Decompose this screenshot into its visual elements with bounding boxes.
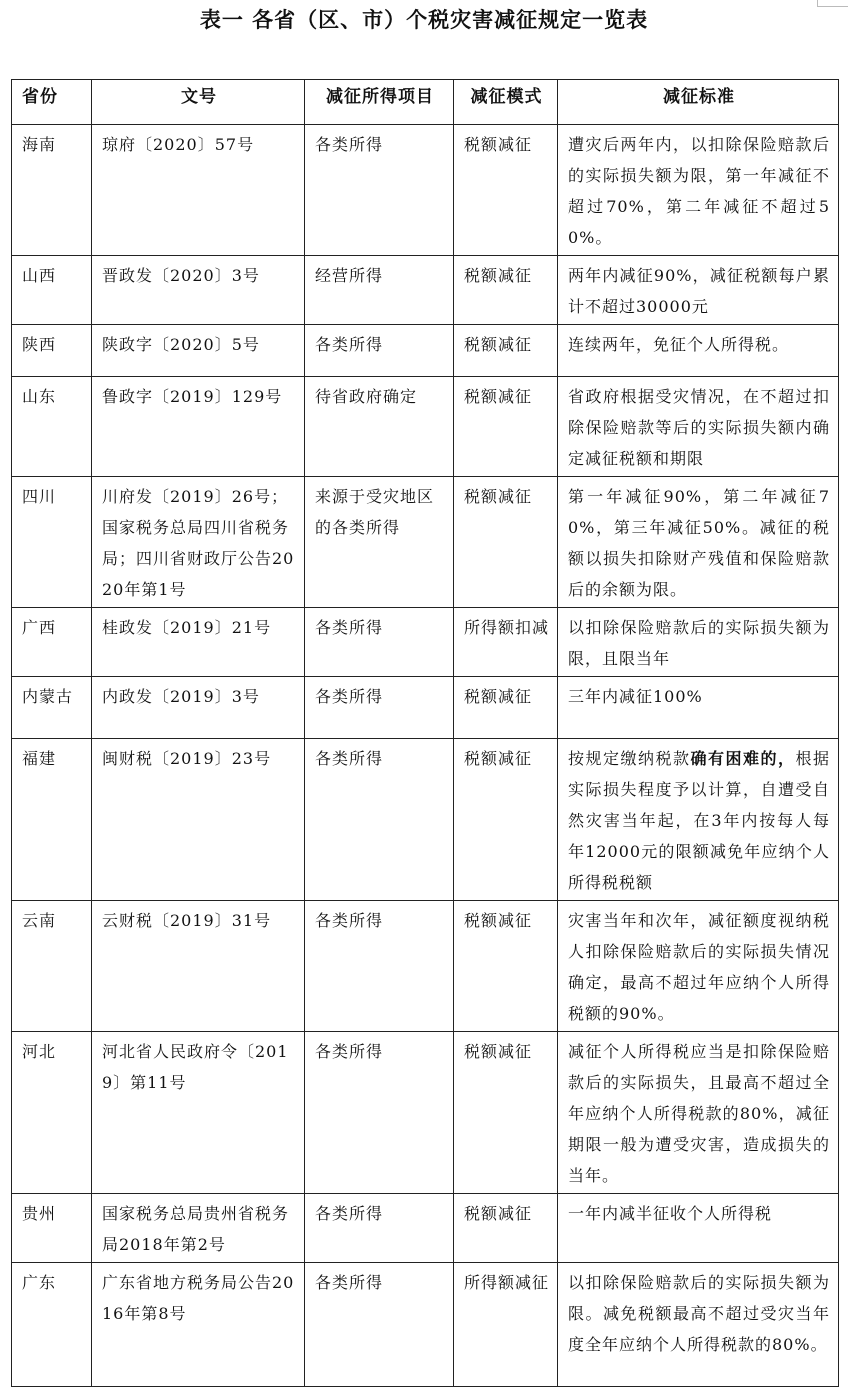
cell-doc-number: 桂政发〔2019〕21号 <box>92 608 305 677</box>
table-row <box>12 901 839 1032</box>
cell-relief-mode: 税额减征 <box>454 901 558 1032</box>
header-relief-standard: 减征标准 <box>558 80 839 125</box>
cell-relief-mode: 税额减征 <box>454 677 558 739</box>
table-row <box>12 325 839 377</box>
cell-doc-number: 河北省人民政府令〔2019〕第11号 <box>92 1032 305 1194</box>
standard-text-emphasis: 确有困难的， <box>690 749 796 768</box>
cell-relief-standard: 连续两年，免征个人所得税。 <box>558 325 839 377</box>
cell-doc-number: 晋政发〔2020〕3号 <box>92 256 305 325</box>
table-row <box>12 1263 839 1387</box>
cell-doc-number: 陕政字〔2020〕5号 <box>92 325 305 377</box>
cell-relief-mode: 税额减征 <box>454 125 558 256</box>
cell-doc-number: 川府发〔2019〕26号；国家税务总局四川省税务局；四川省财政厅公告2020年第1号 <box>92 477 305 608</box>
table-row <box>12 608 839 677</box>
table-row <box>12 1194 839 1263</box>
cell-province: 山西 <box>12 256 92 325</box>
cell-doc-number: 国家税务总局贵州省税务局2018年第2号 <box>92 1194 305 1263</box>
table-row <box>12 377 839 477</box>
cell-income-item: 各类所得 <box>305 1194 454 1263</box>
table-row <box>12 125 839 256</box>
cell-doc-number: 广东省地方税务局公告2016年第8号 <box>92 1263 305 1387</box>
cell-province: 贵州 <box>12 1194 92 1263</box>
header-doc-number: 文号 <box>92 80 305 125</box>
cell-doc-number: 云财税〔2019〕31号 <box>92 901 305 1032</box>
table-row <box>12 1032 839 1194</box>
cell-province: 广东 <box>12 1263 92 1387</box>
cell-relief-mode: 税额减征 <box>454 377 558 477</box>
cell-income-item: 待省政府确定 <box>305 377 454 477</box>
cell-relief-standard: 两年内减征90%，减征税额每户累计不超过30000元 <box>558 256 839 325</box>
standard-text-pre: 按规定缴纳税款 <box>568 749 691 768</box>
cell-relief-standard <box>558 739 839 901</box>
cell-income-item: 各类所得 <box>305 1263 454 1387</box>
cell-province: 山东 <box>12 377 92 477</box>
header-relief-mode: 减征模式 <box>454 80 558 125</box>
cell-income-item: 各类所得 <box>305 325 454 377</box>
page-title: 表一 各省（区、市）个税灾害减征规定一览表 <box>199 7 649 32</box>
cell-province: 广西 <box>12 608 92 677</box>
table-header-row <box>12 80 839 125</box>
cell-province: 陕西 <box>12 325 92 377</box>
table-row <box>12 256 839 325</box>
cell-relief-mode: 所得额扣减 <box>454 608 558 677</box>
cell-relief-standard: 减征个人所得税应当是扣除保险赔款后的实际损失，且最高不超过全年应纳个人所得税款的80%，减征期限一般为遭受灾害，造成损失的当年。 <box>558 1032 839 1194</box>
cell-income-item: 各类所得 <box>305 608 454 677</box>
cell-province: 云南 <box>12 901 92 1032</box>
cell-province: 海南 <box>12 125 92 256</box>
cell-relief-standard: 遭灾后两年内，以扣除保险赔款后的实际损失额为限，第一年减征不超过70%，第二年减征不超过50%。 <box>558 125 839 256</box>
cell-income-item: 各类所得 <box>305 739 454 901</box>
cell-income-item: 各类所得 <box>305 901 454 1032</box>
cell-relief-standard: 以扣除保险赔款后的实际损失额为限。减免税额最高不超过受灾当年度全年应纳个人所得税款的80%。 <box>558 1263 839 1387</box>
cell-relief-mode: 所得额减征 <box>454 1263 558 1387</box>
standard-text-post: 根据实际损失程度予以计算，自遭受自然灾害当年起，在3年内按每人每年12000元的限额减免年应纳个人所得税税额 <box>568 749 830 892</box>
table-row <box>12 739 839 901</box>
cell-relief-standard: 第一年减征90%，第二年减征70%，第三年减征50%。减征的税额以损失扣除财产残值和保险赔款后的余额为限。 <box>558 477 839 608</box>
cell-income-item: 各类所得 <box>305 677 454 739</box>
cell-province: 福建 <box>12 739 92 901</box>
table-row <box>12 677 839 739</box>
cell-relief-standard: 省政府根据受灾情况，在不超过扣除保险赔款等后的实际损失额内确定减征税额和期限 <box>558 377 839 477</box>
cell-relief-mode: 税额减征 <box>454 739 558 901</box>
cell-doc-number: 鲁政字〔2019〕129号 <box>92 377 305 477</box>
cell-income-item: 各类所得 <box>305 125 454 256</box>
cell-relief-mode: 税额减征 <box>454 1194 558 1263</box>
cell-relief-mode: 税额减征 <box>454 256 558 325</box>
tax-relief-table <box>11 79 839 1387</box>
cell-relief-standard: 灾害当年和次年，减征额度视纳税人扣除保险赔款后的实际损失情况确定，最高不超过年应纳个人所得税额的90%。 <box>558 901 839 1032</box>
cell-province: 内蒙古 <box>12 677 92 739</box>
table-row <box>12 477 839 608</box>
cell-relief-standard: 一年内减半征收个人所得税 <box>558 1194 839 1263</box>
cell-doc-number: 内政发〔2019〕3号 <box>92 677 305 739</box>
cell-doc-number: 琼府〔2020〕57号 <box>92 125 305 256</box>
cell-relief-mode: 税额减征 <box>454 477 558 608</box>
cell-doc-number: 闽财税〔2019〕23号 <box>92 739 305 901</box>
cell-province: 河北 <box>12 1032 92 1194</box>
cell-relief-mode: 税额减征 <box>454 325 558 377</box>
cell-income-item: 来源于受灾地区的各类所得 <box>305 477 454 608</box>
cell-relief-mode: 税额减征 <box>454 1032 558 1194</box>
cell-province: 四川 <box>12 477 92 608</box>
cell-income-item: 经营所得 <box>305 256 454 325</box>
header-income-item: 减征所得项目 <box>305 80 454 125</box>
cell-relief-standard: 三年内减征100% <box>558 677 839 739</box>
header-province: 省份 <box>12 80 92 125</box>
cell-income-item: 各类所得 <box>305 1032 454 1194</box>
cell-relief-standard: 以扣除保险赔款后的实际损失额为限，且限当年 <box>558 608 839 677</box>
